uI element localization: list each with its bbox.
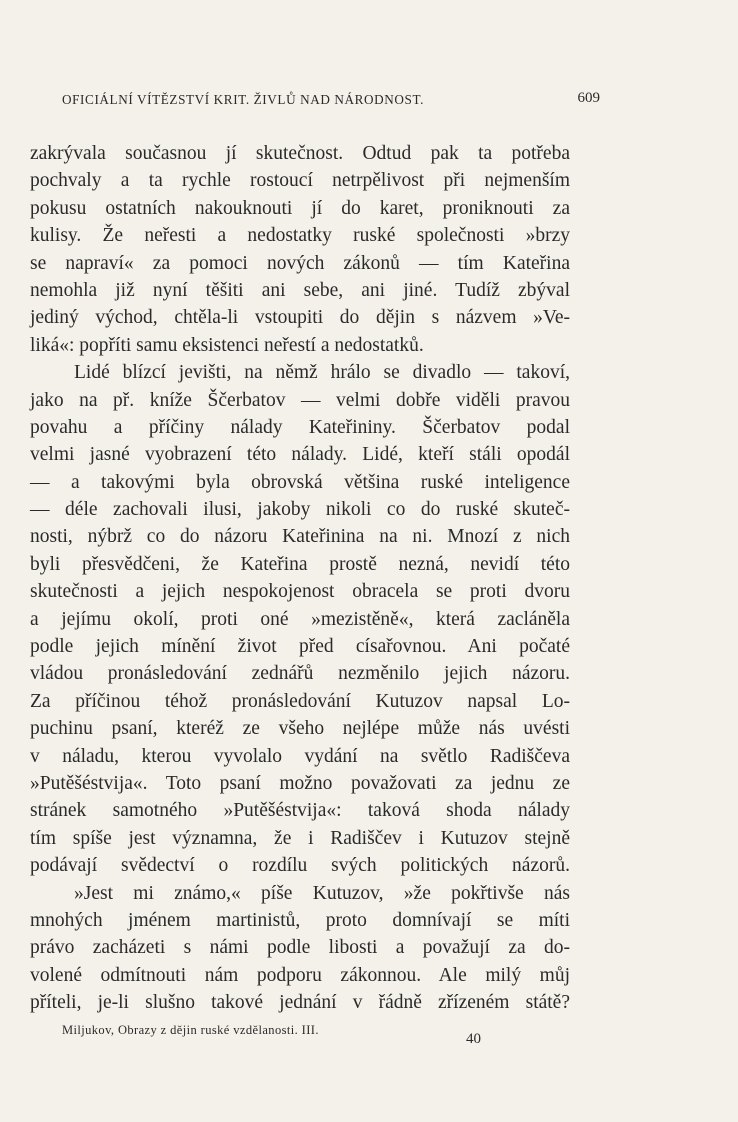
text-line: stránek samotného »Putěšéstvija«: taková shoda nálady [30,800,570,822]
text-line: pochvaly a ta rychle rostoucí netrpělivost při nejmenším [30,170,570,192]
running-header [62,92,600,114]
text-line: mnohých jménem martinistů, proto domnívají se míti [30,909,570,931]
text-line: jako na př. kníže Ščerbatov — velmi dobře viděli pravou [30,389,570,411]
text-line: byli přesvědčeni, že Kateřina prostě nezná, nevidí této [30,553,570,575]
text-line: se napraví« za pomoci nových zákonů — tím Kateřina [30,252,570,274]
text-line: v náladu, kterou vyvolalo vydání na světlo Radiščeva [30,745,570,767]
text-line: nemohla již nyní těšiti ani sebe, ani jiné. Tudíž zbýval [30,279,570,301]
text-line: »Jest mi známo,« píše Kutuzov, »že pokřtivše nás [74,882,570,904]
text-line: povahu a příčiny nálady Kateřininy. Ščerbatov podal [30,416,570,438]
text-line: a jejímu okolí, proti oné »mezistěně«, která zacláněla [30,608,570,630]
text-line: skutečnosti a jejich nespokojenost obracela se proti dvoru [30,581,570,603]
text-line: — déle zachovali ilusi, jakoby nikoli co do ruské skuteč- [30,499,570,521]
text-line: podle jejich mínění život před císařovnou. Ani počaté [30,636,570,658]
text-line: zakrývala současnou jí skutečnost. Odtud pak ta potřeba [30,143,570,164]
page-footer [62,1023,502,1045]
text-line: tím spíše jest významna, že i Radiščev i Kutuzov stejně [30,827,570,849]
text-line: »Putěšéstvija«. Toto psaní možno považovati za jednu ze [30,772,570,794]
text-line: nosti, nýbrž co do názoru Kateřinina na ni. Mnozí z nich [30,526,570,548]
body-text [30,140,570,1017]
text-line: vládou pronásledování zednářů nezměnilo jejich názoru. [30,663,570,685]
text-line: podávají svědectví o rozdílu svých politických názorů. [30,855,570,877]
text-line: liká«: popříti samu eksistenci neřestí a nedostatků. [30,334,424,356]
text-line: jediný východ, chtěla-li vstoupiti do dějin s názvem »Ve- [30,307,570,329]
text-line: — a takovými byla obrovská většina ruské inteligence [30,471,570,493]
page-number: 609 [577,90,600,106]
text-line: puchinu psaní, kteréž ze všeho nejlépe může nás uvésti [30,718,570,740]
signature-mark: 40 [466,1031,481,1047]
text-line: Lidé blízcí jevišti, na němž hrálo se divadlo — takoví, [74,362,570,384]
source-note: Miljukov, Obrazy z dějin ruské vzdělanosti. III. [62,1023,319,1037]
text-line: pokusu ostatních nakouknouti jí do karet, proniknouti za [30,197,570,219]
running-title: OFICIÁLNÍ VÍTĚZSTVÍ KRIT. ŽIVLŮ NAD NÁRODNOST. [62,92,425,107]
text-line: právo zacházeti s námi podle libosti a považují za do- [30,937,570,959]
text-line: volené odmítnouti nám podporu zákonnou. Ale milý můj [30,964,570,986]
text-line: kulisy. Že neřesti a nedostatky ruské společnosti »brzy [30,225,570,247]
text-line: příteli, je-li slušno takové jednání v řádně zřízeném státě? [30,992,570,1014]
text-line: velmi jasné vyobrazení této nálady. Lidé, kteří stáli opodál [30,444,570,466]
text-line: Za příčinou téhož pronásledování Kutuzov napsal Lo- [30,690,570,712]
